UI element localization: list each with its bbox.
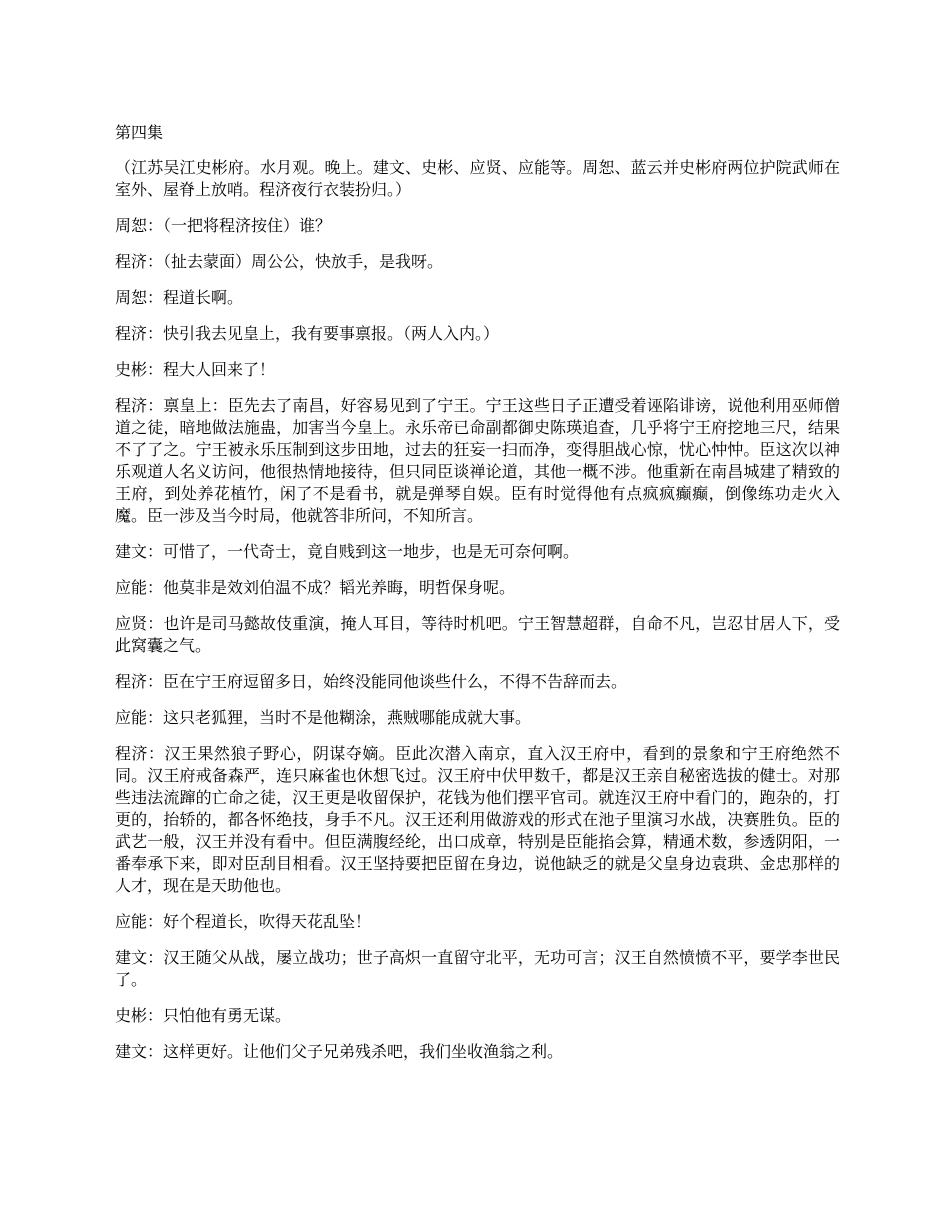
dialogue-line: 程济：臣在宁王府逗留多日，始终没能同他谈些什么，不得不告辞而去。 — [115, 672, 628, 691]
episode-title: 第四集 — [115, 123, 164, 142]
dialogue-line: 周恕：（一把将程济按住）谁？ — [115, 216, 332, 235]
dialogue-line: 应能：好个程道长，吹得天花乱坠！ — [115, 912, 372, 931]
dialogue-line: 建文：汉王随父从战，屡立战功；世子高炽一直留守北平，无功可言；汉王自然愤愤不平，要学李世民了。 — [115, 948, 840, 989]
dialogue-line: 建文：可惜了，一代奇士，竟自贱到这一地步，也是无可奈何啊。 — [115, 542, 580, 561]
dialogue-line: 应能：这只老狐狸，当时不是他糊涂，燕贼哪能成就大事。 — [115, 708, 532, 727]
dialogue-line: 应能：他莫非是效刘伯温不成？韬光养晦，明哲保身呢。 — [115, 578, 516, 597]
dialogue-line: 周恕：程道长啊。 — [115, 288, 244, 307]
dialogue-line: 史彬：只怕他有勇无谋。 — [115, 1006, 292, 1025]
document-page — [115, 122, 840, 1077]
dialogue-line: 史彬：程大人回来了！ — [115, 360, 276, 379]
dialogue-line: 应贤：也许是司马懿故伎重演，掩人耳目，等待时机吧。宁王智慧超群，自命不凡，岂忍甘居人下，受此窝囊之气。 — [115, 614, 840, 655]
dialogue-line: 程济：禀皇上：臣先去了南昌，好容易见到了宁王。宁王这些日子正遭受着诬陷诽谤，说他利用巫师僧道之徒，暗地做法施蛊，加害当今皇上。永乐帝已命副都御史陈瑛追查，几乎将宁王府挖地三尺，结果不了了之。宁王被永乐压制到这步田地，过去的狂妄一扫而净，变得胆战心惊，忧心忡忡。臣这次以神乐观道人名义访问，他很热情地接待，但只同臣谈禅论道，其他一概不涉。他重新在南昌城建了精致的王府，到处养花植竹，闲了不是看书，就是弹琴自娱。臣有时觉得他有点疯疯癫癫，倒像练功走火入魔。臣一涉及当今时局，他就答非所问，不知所言。 — [115, 396, 840, 525]
dialogue-line: 建文：这样更好。让他们父子兄弟残杀吧，我们坐收渔翁之利。 — [115, 1042, 564, 1061]
stage-direction: （江苏吴江史彬府。水月观。晚上。建文、史彬、应贤、应能等。周恕、蓝云并史彬府两位护院武师在室外、屋脊上放哨。程济夜行衣装扮归。） — [115, 158, 840, 199]
dialogue-line: 程济：快引我去见皇上，我有要事禀报。（两人入内。） — [115, 324, 500, 343]
dialogue-line: 程济：汉王果然狼子野心，阴谋夺嫡。臣此次潜入南京，直入汉王府中，看到的景象和宁王府绝然不同。汉王府戒备森严，连只麻雀也休想飞过。汉王府中伏甲数千，都是汉王亲自秘密选拔的健士。对那些违法流蹿的亡命之徒，汉王更是收留保护，花钱为他们摆平官司。就连汉王府中看门的，跑杂的，打更的，抬轿的，都各怀绝技，身手不凡。汉王还利用做游戏的形式在池子里演习水战，决赛胜负。臣的武艺一般，汉王并没有看中。但臣满腹经纶，出口成章，特别是臣能掐会算，精通术数，参透阴阳，一番奉承下来，即对臣刮目相看。汉王坚持要把臣留在身边，说他缺乏的就是父皇身边袁珙、金忠那样的人才，现在是天助他也。 — [115, 744, 840, 895]
dialogue-line: 程济：（扯去蒙面）周公公，快放手，是我呀。 — [115, 252, 444, 271]
